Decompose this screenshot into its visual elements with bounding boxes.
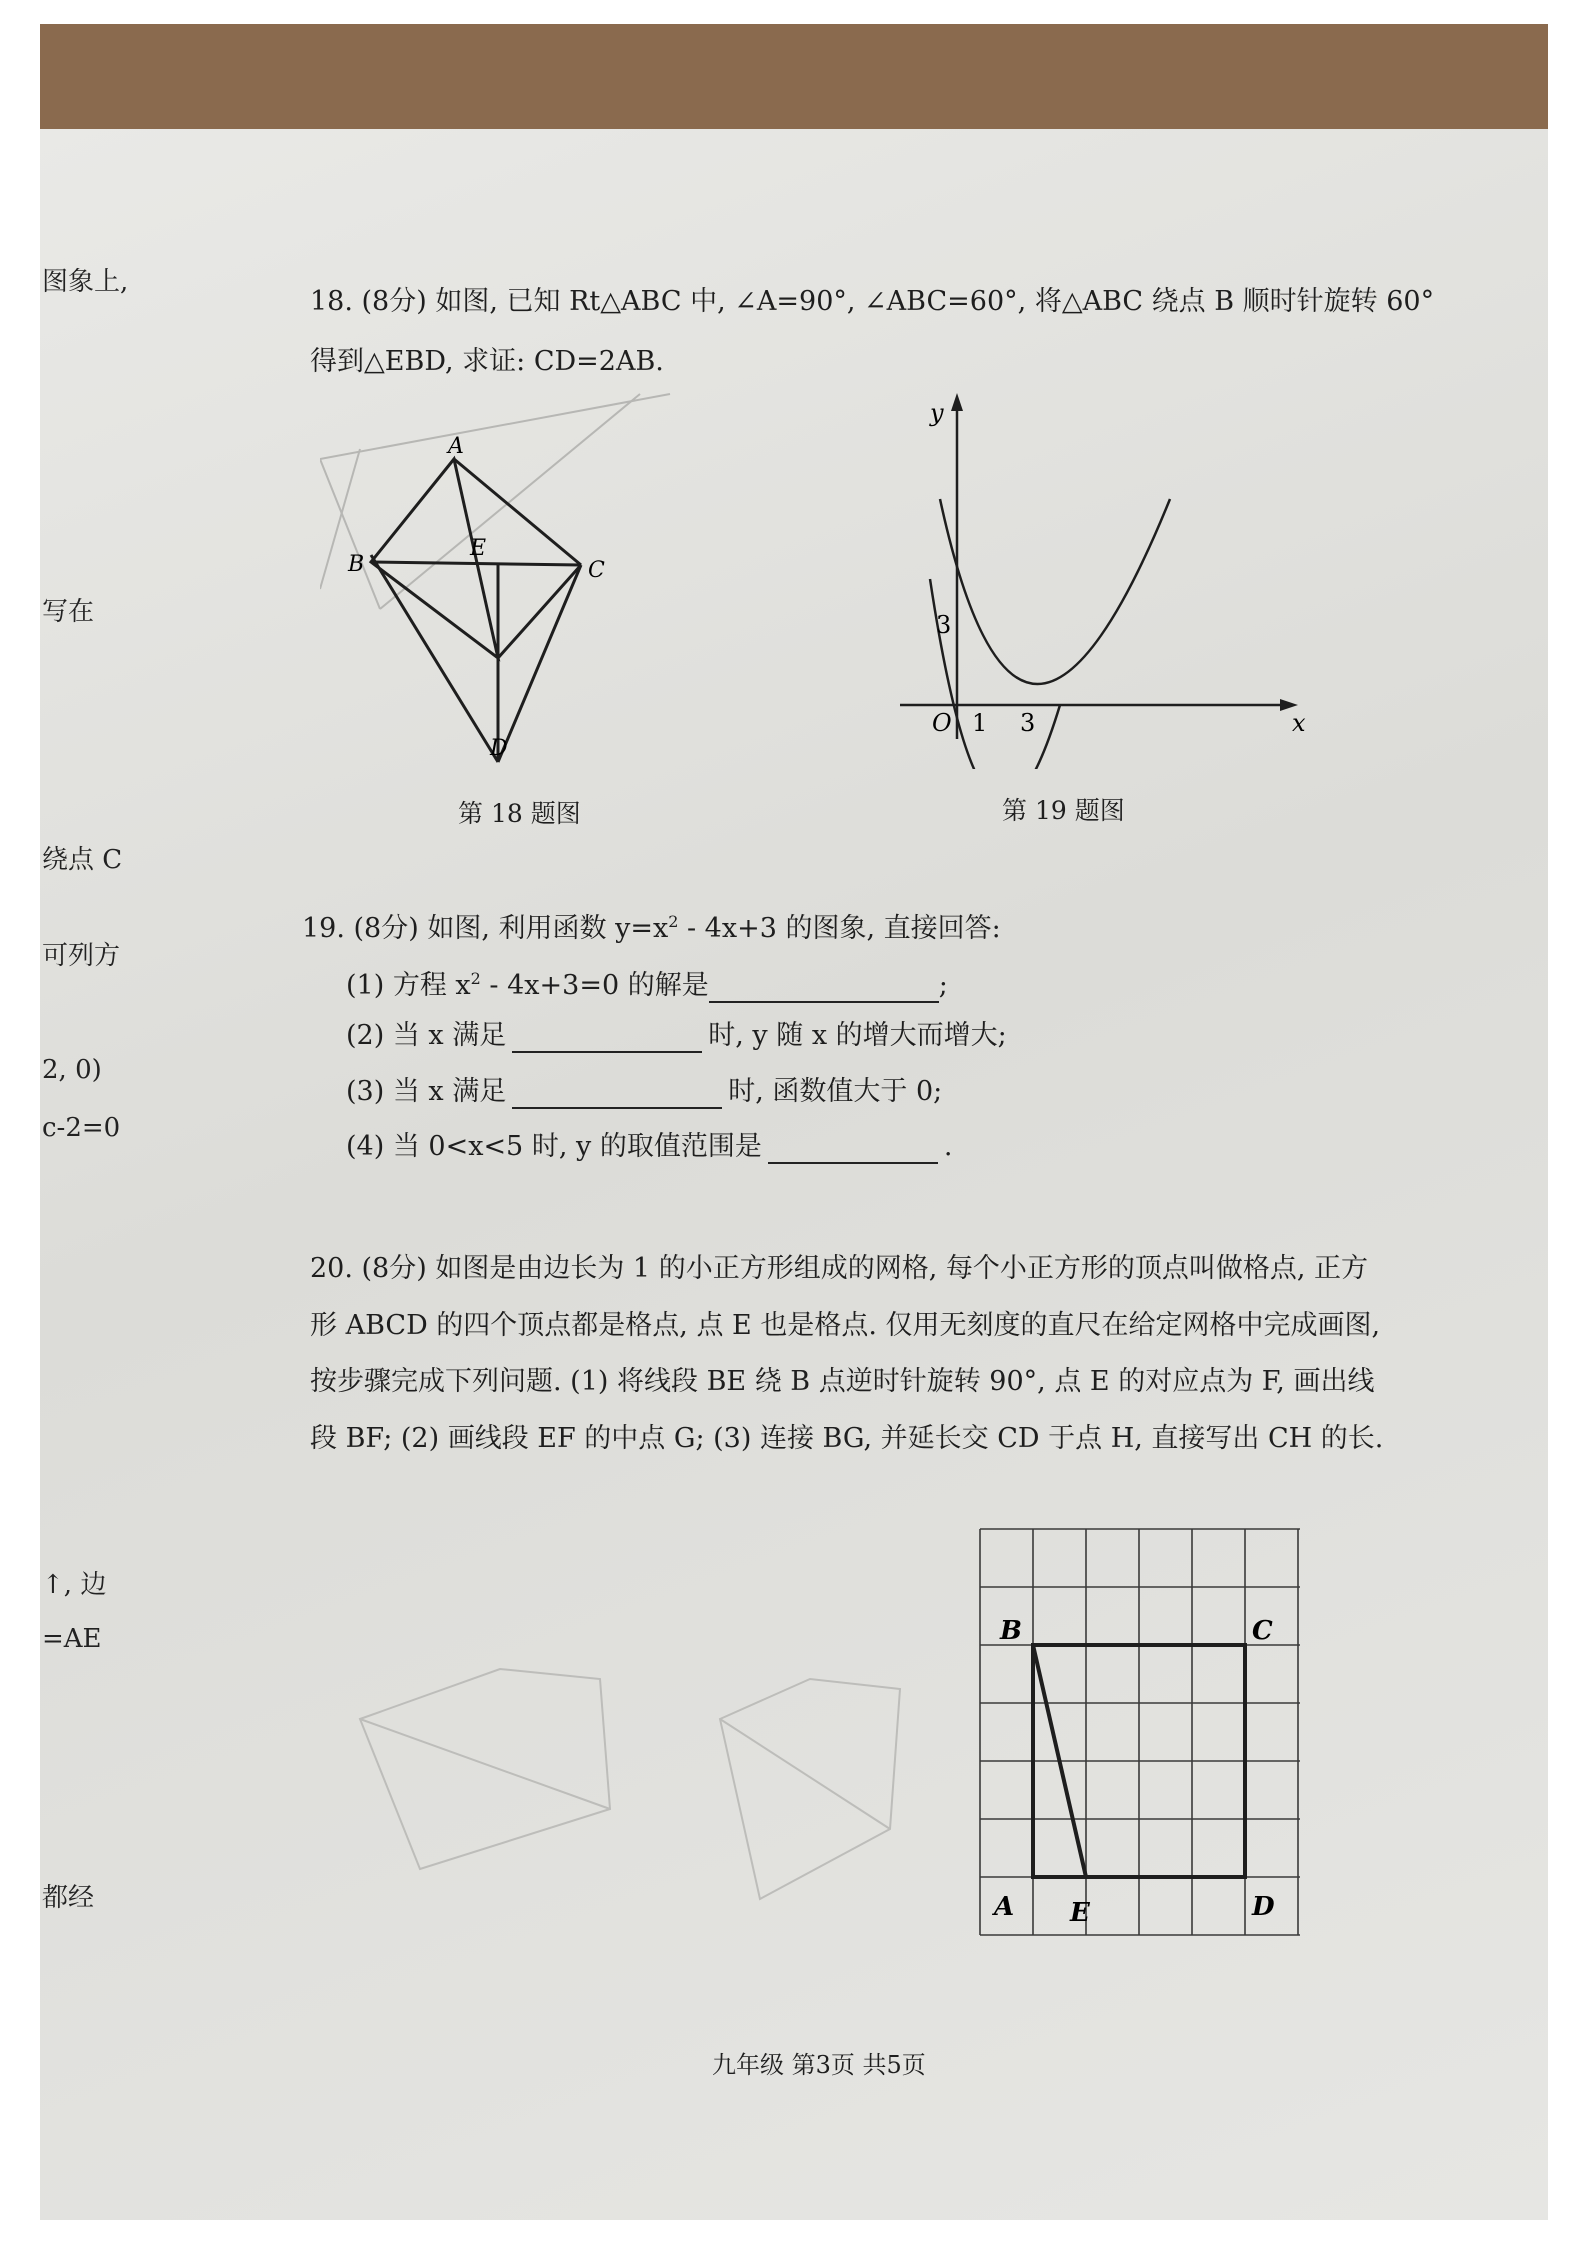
q20-line3: 按步骤完成下列问题. (1) 将线段 BE 绕 B 点逆时针旋转 90°, 点 E 的对应点为 F, 画出线 <box>310 1366 1375 1397</box>
q18-label-A: A <box>448 434 464 459</box>
answer-blank-3[interactable] <box>512 1081 722 1109</box>
q20-line2: 形 ABCD 的四个顶点都是格点, 点 E 也是格点. 仅用无刻度的直尺在给定网格中完成画图, <box>310 1310 1381 1341</box>
q18-label-B: B <box>348 552 365 577</box>
answer-blank-4[interactable] <box>768 1136 938 1164</box>
answer-blank-2[interactable] <box>512 1025 702 1053</box>
q18-figure <box>320 389 700 769</box>
photo-background <box>40 24 1548 2220</box>
q19-part4: (4) 当 0<x<5 时, y 的取值范围是 . <box>346 1131 953 1162</box>
margin-fragment: 图象上, <box>42 267 129 297</box>
graph-label-origin: O <box>932 709 952 737</box>
grid-label-D: D <box>1252 1892 1275 1922</box>
margin-fragment: =AE <box>42 1624 102 1654</box>
q20-line1: 20. (8分) 如图是由边长为 1 的小正方形组成的网格, 每个小正方形的顶点叫做格点, 正方 <box>310 1253 1369 1284</box>
grid-lines <box>980 1529 1300 1935</box>
q20-line4: 段 BF; (2) 画线段 EF 的中点 G; (3) 连接 BG, 并延长交 CD 于点 H, 直接写出 CH 的长. <box>310 1423 1384 1454</box>
q18-label-D: D <box>490 736 508 761</box>
y-arrow <box>951 393 963 411</box>
graph-tick-3: 3 <box>1020 709 1036 737</box>
grid-label-A: A <box>994 1892 1015 1922</box>
graph-tick-y3: 3 <box>936 611 952 639</box>
parabola-left <box>930 579 1060 769</box>
answer-blank-1[interactable] <box>709 975 939 1003</box>
bleed-through-figures <box>340 1659 1020 1919</box>
q18-caption: 第 18 题图 <box>458 799 581 828</box>
margin-fragment: 2, 0) <box>42 1055 102 1085</box>
grid-label-E: E <box>1070 1898 1090 1928</box>
q19-part3: (3) 当 x 满足 时, 函数值大于 0; <box>346 1076 943 1107</box>
q18-stem-line2: 得到△EBD, 求证: CD=2AB. <box>310 346 664 377</box>
q19-part2: (2) 当 x 满足 时, y 随 x 的增大而增大; <box>346 1020 1007 1051</box>
margin-fragment: c-2=0 <box>42 1113 121 1143</box>
margin-fragment: ↑, 边 <box>42 1570 107 1600</box>
q18-ghost-lines <box>320 394 670 609</box>
q18-stem-line1: 18. (8分) 如图, 已知 Rt△ABC 中, ∠A=90°, ∠ABC=60°, 将△ABC 绕点 B 顺时针旋转 60° <box>310 286 1435 317</box>
q19-part1: (1) 方程 $x^2 - 4x+3=0$ 的解是 ; <box>346 969 948 1001</box>
q19-stem: 19. (8分) 如图, 利用函数 $y=x^2 - 4x+3$ 的图象, 直接回答: <box>302 912 1001 944</box>
q20-grid-figure <box>970 1519 1390 1949</box>
q18-label-C: C <box>588 558 605 583</box>
q18-label-E: E <box>470 536 487 561</box>
grid-label-B: B <box>1000 1616 1022 1646</box>
parabola-curve <box>940 499 1170 684</box>
margin-fragment: 绕点 C <box>42 845 123 875</box>
page-footer: 九年级 第3页 共5页 <box>712 2051 926 2079</box>
grid-label-C: C <box>1252 1616 1273 1646</box>
graph-label-y: y <box>930 399 944 427</box>
margin-fragment: 可列方 <box>42 941 121 971</box>
margin-fragment: 都经 <box>42 1883 95 1913</box>
margin-fragment: 写在 <box>42 597 95 627</box>
q19-caption: 第 19 题图 <box>1002 796 1125 825</box>
graph-label-x: x <box>1292 709 1306 737</box>
q19-graph <box>900 389 1310 769</box>
q18-triangles <box>371 459 581 762</box>
exam-paper <box>40 129 1548 2220</box>
graph-tick-1: 1 <box>972 709 988 737</box>
